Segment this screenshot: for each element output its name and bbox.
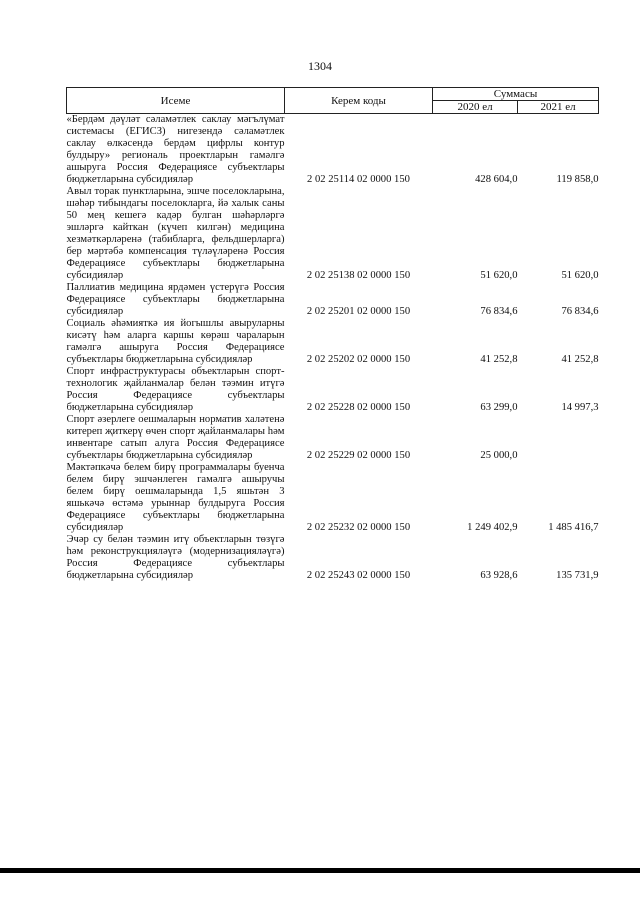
row-value-2021: 76 834,6 xyxy=(561,306,599,317)
row-value-2020: 76 834,6 xyxy=(480,306,518,317)
row-code: 2 02 25138 02 0000 150 xyxy=(306,270,411,281)
row-code: 2 02 25201 02 0000 150 xyxy=(306,306,411,317)
row-value-2020: 51 620,0 xyxy=(480,270,518,281)
row-value-2021: 135 731,9 xyxy=(556,570,599,581)
header-code: Керем коды xyxy=(285,88,433,114)
header-sums: Суммасы xyxy=(433,88,599,101)
budget-table xyxy=(66,87,599,582)
row-value-2020: 1 249 402,9 xyxy=(467,522,518,533)
row-value-2021: 51 620,0 xyxy=(561,270,599,281)
table-row xyxy=(67,282,599,318)
row-code: 2 02 25114 02 0000 150 xyxy=(307,174,410,185)
row-value-2020: 41 252,8 xyxy=(480,354,518,365)
row-value-2021: 1 485 416,7 xyxy=(548,522,599,533)
header-year-2020: 2020 ел xyxy=(433,101,518,114)
row-name: Эчәр су белән тәэмин итү объектларын төзүгә һәм реконструкцияләүгә (модернизацияләүгә) Россия Федерациясе субъектлары бюджетларына субсидияләр xyxy=(66,534,285,581)
row-code: 2 02 25228 02 0000 150 xyxy=(306,402,411,413)
row-name: Спорт әзерлеге оешмаларын норматив халәтенә китереп җиткерү өчен спорт җайланмалары һәм инвентаре сатып алуга Россия Федерациясе субъектлары бюджетларына субсидияләр xyxy=(66,414,285,461)
row-name: Социаль әһәмияткә ия йогышлы авыруларны кисәтү һәм аларга каршы көрәш чараларын гамәлгә ашыруга Россия Федерациясе субъектлары бюджетларына субсидияләр xyxy=(66,318,285,365)
row-value-2021: 41 252,8 xyxy=(561,354,599,365)
row-code: 2 02 25232 02 0000 150 xyxy=(306,522,411,533)
row-value-2021 xyxy=(518,414,599,462)
row-value-2021: 119 858,0 xyxy=(556,174,599,185)
row-value-2020: 63 928,6 xyxy=(480,570,518,581)
row-value-2021: 14 997,3 xyxy=(561,402,599,413)
row-name: Спорт инфраструктурасы объектларын спорт-технологик җайланмалар белән тәэмин итүгә Россия Федерациясе субъектлары бюджетларына субсидияләр xyxy=(66,366,285,413)
table-row xyxy=(67,462,599,534)
page-number: 1304 xyxy=(308,59,332,73)
row-name: Авыл торак пунктларына, эшче поселокларына, шәһәр тибындагы поселокларга, йә халык саны 50 мең кешегә кадәр булган шәһәрләргә эшләргә кайткан (күчеп килгән) медицина хезмәткәрләренә (табибларга, фельдшерларга) бер мәртәбә компенсация түләүләренә Россия Федерациясе субъектлары бюджетларына субсидияләр xyxy=(66,186,285,281)
row-value-2020: 428 604,0 xyxy=(475,174,518,185)
table-row xyxy=(67,414,599,462)
row-name: Паллиатив медицина ярдәмен үстерүгә Россия Федерациясе субъектлары бюджетларына субсидияләр xyxy=(66,282,285,317)
row-code: 2 02 25202 02 0000 150 xyxy=(306,354,411,365)
row-code: 2 02 25243 02 0000 150 xyxy=(306,570,411,581)
row-value-2020: 25 000,0 xyxy=(480,450,518,461)
row-name: «Бердәм дәүләт сәламәтлек саклау мәгълүмат системасы (ЕГИСЗ) нигезендә сәламәтлек саклау өлкәсендә бердәм цифрлы контур булдыру» региональ проектларын гамәлгә ашыруга Россия Федерациясе субъектлары бюджетларына субсидияләр xyxy=(66,114,285,185)
header-name: Исеме xyxy=(67,88,285,114)
table-row xyxy=(67,534,599,582)
table-row xyxy=(67,366,599,414)
table-row xyxy=(67,186,599,282)
header-year-2021: 2021 ел xyxy=(518,101,599,114)
row-name: Мәктәпкәчә белем бирү программалары буенча белем бирү эшчәнлеген гамәлгә ашыручы белем бирү оешмаларында 1,5 яшьтән 3 яшькәчә өстәмә урыннар булдыруга Россия Федерациясе субъектлары бюджетларына субсидияләр xyxy=(66,462,285,533)
row-code: 2 02 25229 02 0000 150 xyxy=(306,450,411,461)
table-row xyxy=(67,318,599,366)
row-value-2020: 63 299,0 xyxy=(480,402,518,413)
table-row xyxy=(67,114,599,187)
page-bottom-border xyxy=(0,868,640,873)
